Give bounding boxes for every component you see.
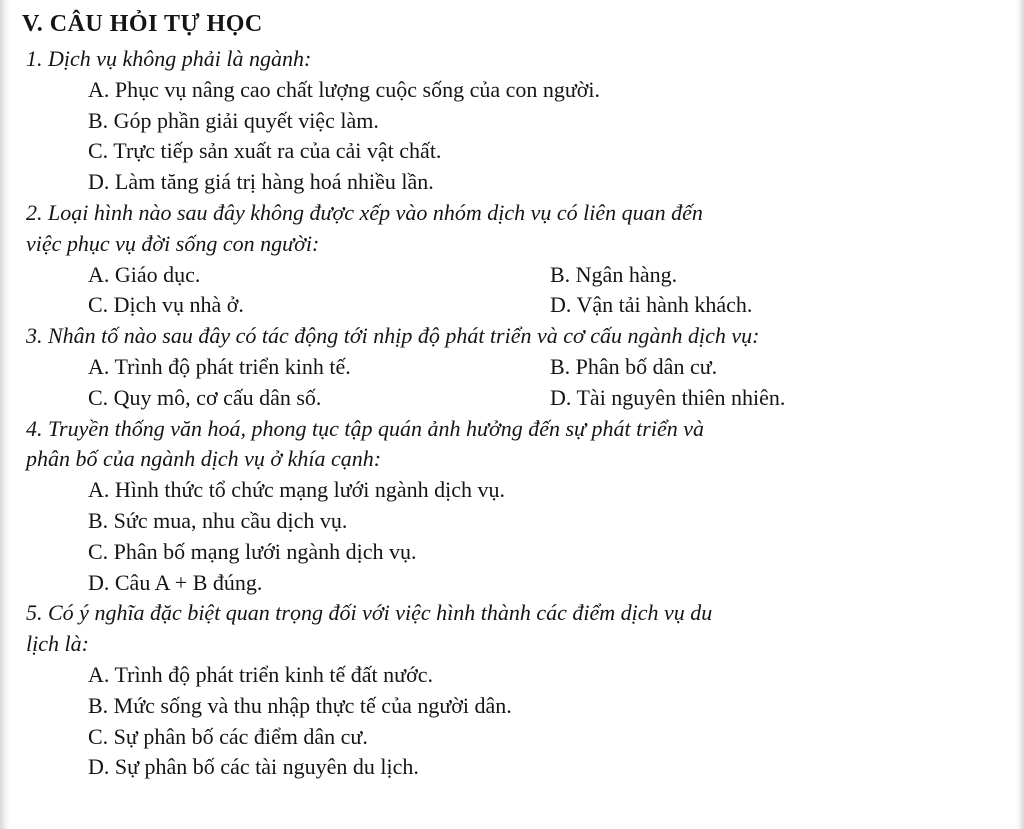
- question-4-option-c: C. Phân bố mạng lưới ngành dịch vụ.: [88, 538, 417, 564]
- question-1-option-c: C. Trực tiếp sản xuất ra của cải vật chất.: [88, 138, 442, 164]
- question-5-option-a: A. Trình độ phát triển kinh tế đất nước.: [88, 661, 433, 687]
- question-1: 1. Dịch vụ không phải là ngành:: [26, 46, 312, 71]
- question-5-option-b: B. Mức sống và thu nhập thực tế của người dân.: [88, 692, 512, 718]
- question-1-option-a: A. Phục vụ nâng cao chất lượng cuộc sống của con người.: [88, 76, 601, 102]
- question-4-option-a: A. Hình thức tổ chức mạng lưới ngành dịch vụ.: [88, 477, 506, 503]
- question-3-option-d: D. Tài nguyên thiên nhiên.: [550, 384, 786, 410]
- question-5-line-1: 5. Có ý nghĩa đặc biệt quan trọng đối với việc hình thành các điểm dịch vụ du: [26, 600, 713, 626]
- question-3: 3. Nhân tố nào sau đây có tác động tới nhịp độ phát triển và cơ cấu ngành dịch vụ:: [26, 323, 760, 349]
- question-4-line-1: 4. Truyền thống văn hoá, phong tục tập quán ảnh hưởng đến sự phát triển và: [26, 415, 704, 441]
- document-page: [22, 4, 992, 783]
- page-right-edge: [1016, 0, 1024, 829]
- question-3-option-a: A. Trình độ phát triển kinh tế.: [88, 353, 351, 379]
- question-1-option-b: B. Góp phần giải quyết việc làm.: [88, 107, 379, 133]
- page-left-edge: [0, 0, 10, 829]
- question-3-options-row-2: [22, 383, 992, 414]
- question-1-option-d: D. Làm tăng giá trị hàng hoá nhiều lần.: [88, 169, 434, 195]
- question-2-line-1: 2. Loại hình nào sau đây không được xếp vào nhóm dịch vụ có liên quan đến: [26, 199, 703, 225]
- question-2-option-a: A. Giáo dục.: [88, 261, 201, 287]
- question-4-option-d: D. Câu A + B đúng.: [88, 569, 263, 595]
- question-2-line-2: việc phục vụ đời sống con người:: [26, 230, 320, 256]
- question-5-option-c: C. Sự phân bố các điểm dân cư.: [88, 723, 368, 749]
- section-title: V. CÂU HỎI TỰ HỌC: [22, 11, 263, 37]
- question-2-option-d: D. Vận tải hành khách.: [550, 292, 753, 318]
- question-2-option-c: C. Dịch vụ nhà ở.: [88, 292, 244, 318]
- question-4-option-b: B. Sức mua, nhu cầu dịch vụ.: [88, 507, 348, 533]
- question-3-options-row-1: [22, 352, 992, 383]
- question-4-line-2: phân bố của ngành dịch vụ ở khía cạnh:: [26, 446, 382, 472]
- question-2-option-b: B. Ngân hàng.: [550, 261, 678, 287]
- question-5-line-2: lịch là:: [26, 631, 89, 657]
- question-3-option-c: C. Quy mô, cơ cấu dân số.: [88, 384, 322, 410]
- question-2-options-row-1: [22, 260, 992, 291]
- question-2-options-row-2: [22, 290, 992, 321]
- question-3-option-b: B. Phân bố dân cư.: [550, 353, 718, 379]
- question-5-option-d: D. Sự phân bố các tài nguyên du lịch.: [88, 754, 419, 780]
